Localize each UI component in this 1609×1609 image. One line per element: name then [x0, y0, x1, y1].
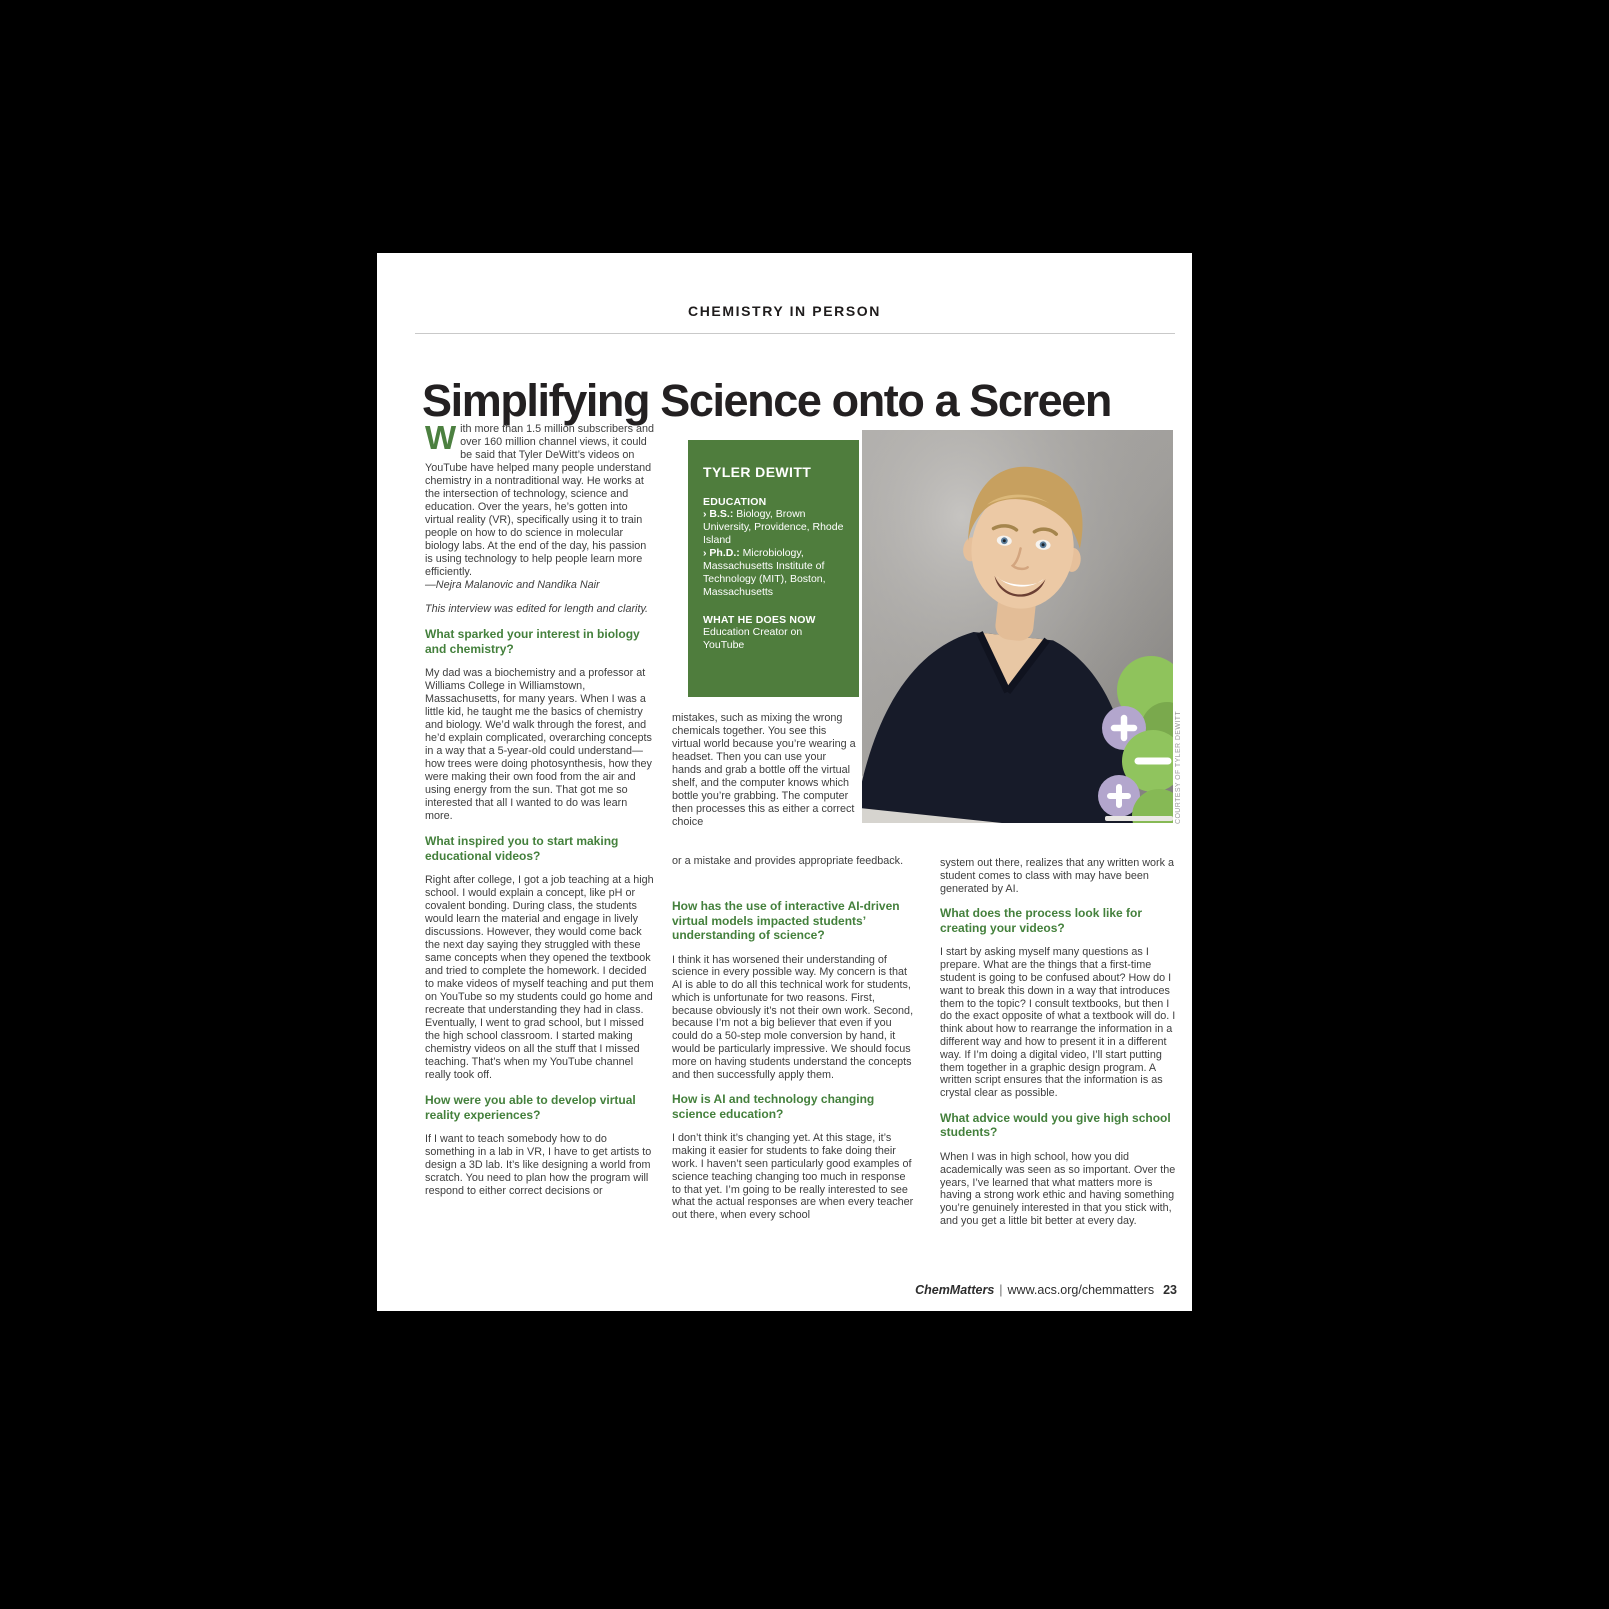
degree-detail: Microbiology, Massachusetts Institute of Technology (MIT), Boston, Massachusetts [703, 547, 826, 598]
footer-url: www.acs.org/chemmatters [1007, 1283, 1155, 1297]
article-title: Simplifying Science onto a Screen [422, 375, 1112, 427]
degree-label: B.S.: [709, 508, 734, 520]
question-heading: What advice would you give high school students? [940, 1110, 1171, 1140]
question-heading: What does the process look like for creating your videos? [940, 906, 1143, 935]
answer-paragraph: When I was in high school, how you did academically was seen as so important. Over the years, I’ve learned that what matters more is having a strong work ethic and having something you’re genuinely interested in that you stick with, and you get a little bit better at every day. [940, 1150, 1176, 1227]
degree-detail: Biology, Brown University, Providence, Rhode Island [703, 508, 844, 546]
column-2 [672, 899, 914, 1233]
column-1 [425, 419, 657, 1209]
education-item [703, 547, 844, 599]
magazine-page [377, 253, 1192, 1311]
column-2-wide-line [672, 855, 938, 879]
bullet-icon: › [703, 508, 707, 520]
now-label: WHAT HE DOES NOW [703, 614, 816, 626]
interviewee-name: TYLER DEWITT [703, 464, 812, 480]
page-number: 23 [1163, 1283, 1177, 1297]
answer-paragraph: I start by asking myself many questions as I prepare. What are the things that a first-time student is going to be confused about? How do I want to break this down in a way that introduces them to the topic? I consult textbooks, but then I do the exact opposite of what a textbook will do. I think about how to rearrange the information in a different way and how to present it in a different way. If I’m doing a digital video, I’ll start putting them together in a graphic design program. A written script ensures that the information is as crystal clear as possible. [940, 946, 1176, 1100]
magazine-name: ChemMatters [915, 1283, 995, 1297]
footer-separator: | [999, 1283, 1003, 1297]
education-label: EDUCATION [703, 496, 767, 508]
question-heading: How is AI and technology changing science education? [672, 1092, 875, 1121]
question-heading: How has the use of interactive AI-driven virtual models impacted students’ understanding of science? [672, 899, 900, 942]
question-heading: What inspired you to start making educational videos? [425, 834, 619, 863]
education-block [703, 496, 844, 599]
answer-paragraph: If I want to teach somebody how to do something in a lab in VR, I have to get artists to design a 3D lab. It’s like designing a world from scratch. You need to plan how the program will respond to either correct decisions or [425, 1133, 652, 1197]
now-text: Education Creator on YouTube [703, 626, 803, 651]
tyler-dewitt-photo [862, 430, 1173, 823]
answer-paragraph: Right after college, I got a job teaching at a high school. I would explain a concept, like pH or covalent bonding. During class, the students would learn the material and engage in lively discussions. However, they would come back the next day saying they struggled with these same concepts when they opened the textbook and tried to complete the homework. I decided to make videos of myself teaching and put them on YouTube so my students could go home and recreate that understanding they had in class. Eventually, I went to grad school, but I missed the high school classroom. I started making chemistry videos on all the stuff that I missed teaching. That’s when my YouTube channel really took off. [425, 874, 654, 1081]
header-divider [415, 333, 1175, 334]
photo-credit: COURTESY OF TYLER DEWITT [1175, 710, 1182, 824]
answer-paragraph: My dad was a biochemistry and a professor at Williams College in Williamstown, Massachusetts, for many years. When I was a little kid, he taught me the basics of chemistry and biology. We’d walk through the forest, and he’d explain complicated, overarching concepts in a way that a 5-year-old could understand—how trees were doing photosynthesis, how they were making their own food from the air and using energy from the sun. That got me so interested that all I wanted to do was learn more. [425, 667, 652, 822]
degree-label: Ph.D.: [709, 547, 740, 559]
intro-text: ith more than 1.5 million subscribers and over 160 million channel views, it could be said that Tyler DeWitt’s videos on YouTube have helped many people understand chemistry in a nontraditional way. He works at the intersection of technology, science and education. Over the years, he’s gotten into virtual reality (VR), specifically using it to train people on how to do science in molecular biology labs. At the end of the day, his passion is using technology to help people learn more efficiently. [425, 423, 654, 578]
byline: —Nejra Malanovic and Nandika Nair [425, 579, 600, 591]
question-heading: How were you able to develop virtual reality experiences? [425, 1093, 636, 1122]
answer-paragraph: I think it has worsened their understanding of science in every possible way. My concern is that AI is able to do all this technical work for students, which is unfortunate for two reasons. First, because obviously it’s not their own work. Second, because I’m not a big believer that even if you could do a 50-step mole conversion by hand, it would be particularly impressive. We should focus more on having students understand the concepts and then successfully apply them. [672, 953, 914, 1081]
bio-infobox [688, 440, 859, 697]
section-kicker: CHEMISTRY IN PERSON [688, 303, 881, 319]
continuation-paragraph: system out there, realizes that any written work a student comes to class with may have been generated by AI. [940, 857, 1175, 895]
answer-paragraph: I don’t think it’s changing yet. At this stage, it’s making it easier for students to fake doing their work. I haven’t seen particularly good examples of science teaching changing too much in response to that yet. I’m going to be really interested to see what the actual responses are when every teacher out there, when every school [672, 1132, 914, 1222]
intro-paragraph [425, 419, 657, 579]
bullet-icon: › [703, 547, 707, 559]
column-3 [940, 857, 1180, 1239]
editor-note: This interview was edited for length and clarity. [425, 603, 649, 615]
current-role-block [703, 614, 844, 652]
education-item [703, 508, 844, 547]
column-2-runaround [672, 712, 856, 840]
page-footer [915, 1283, 1177, 1297]
continuation-paragraph: mistakes, such as mixing the wrong chemicals together. You see this virtual world because you’re wearing a headset. Then you can use your hands and grab a bottle off the virtual shelf, and the computer knows which bottle you’re grabbing. The computer then processes this as either a correct choice [672, 712, 856, 828]
drop-cap: W [425, 419, 457, 456]
question-heading: What sparked your interest in biology and chemistry? [425, 627, 640, 656]
continuation-line: or a mistake and provides appropriate feedback. [672, 855, 904, 867]
